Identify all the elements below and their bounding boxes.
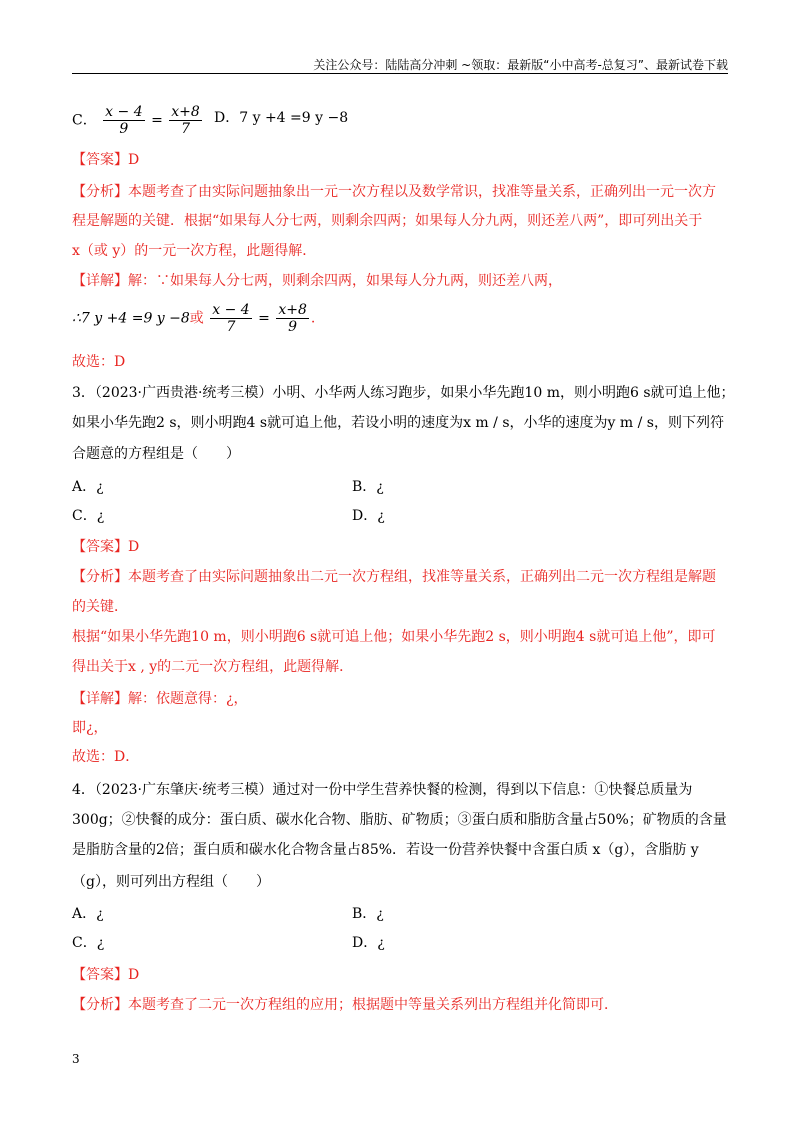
q4-option-c: C．¿ (72, 935, 105, 951)
q3-detail-line: 即¿， (72, 720, 108, 736)
q2-detail-line: 【详解】解：∵如果每人分七两，则剩余四两，如果每人分九两，则还差八两， (72, 273, 562, 289)
fraction: $\frac{x+8}{7}$ (171, 104, 200, 137)
q3-stem-line: 3．（2023·广西贵港·统考三模）小明、小华两人练习跑步，如果小华先跑10 m，则小明跑6 s就可追上他； (72, 385, 735, 401)
q2-analysis-line: 程是解题的关键．根据“如果每人分七两，则剩余四两；如果每人分九两，则还差八两”，即可列出关于 (72, 213, 703, 229)
q4-stem-line: 是脂肪含量的2倍；蛋白质和碳水化合物含量占85%．若设一份营养快餐中含蛋白质 x（g），含脂肪 y (72, 842, 699, 858)
q3-analysis-line: 得出关于x , y的二元一次方程组，此题得解． (72, 659, 354, 675)
q2-option-c: C． $\frac{x - 4}{9}$ = $\frac{x+8}{7}$ (72, 104, 200, 137)
q3-option-c: C．¿ (72, 508, 105, 524)
fraction: $\frac{x+8}{9}$ (278, 302, 307, 335)
q3-detail-line: 【详解】解：依题意得：¿， (72, 691, 248, 707)
q4-stem-line: 300g；②快餐的成分：蛋白质、碳水化合物、脂肪、矿物质；③蛋白质和脂肪含量占50%；矿物质的含量 (72, 812, 727, 828)
q2-option-d: D．7 y +4 =9 y −8 (214, 110, 349, 126)
page-number: 3 (72, 1052, 80, 1066)
q2-analysis-line: 【分析】本题考查了由实际问题抽象出一元一次方程以及数学常识，找准等量关系，正确列出一元一次方 (72, 184, 716, 200)
q4-option-d: D．¿ (352, 935, 385, 951)
q3-option-a: A．¿ (72, 479, 104, 495)
option-label: C． (72, 112, 97, 129)
q3-analysis-line: 的关键． (72, 599, 128, 615)
q3-stem-line: 如果小华先跑2 s，则小明跑4 s就可追上他，若设小明的速度为x m / s，小华的速度为y m / s，则下列符 (72, 415, 724, 431)
q4-stem-line: （g），则可列出方程组（ ） (72, 874, 270, 890)
q3-analysis-line: 根据“如果小华先跑10 m，则小明跑6 s就可追上他；如果小华先跑2 s，则小明跑4 s就可追上他”，即可 (72, 629, 716, 645)
q3-choice: 故选：D． (72, 749, 140, 765)
q4-answer: 【答案】D (72, 967, 140, 983)
q4-option-b: B．¿ (352, 906, 384, 922)
q2-analysis-line: x（或 y）的一元一次方程，此题得解． (72, 243, 317, 259)
q3-option-b: B．¿ (352, 479, 384, 495)
q4-option-a: A．¿ (72, 906, 104, 922)
q3-answer: 【答案】D (72, 539, 140, 555)
q3-stem-line: 合题意的方程组是（ ） (72, 446, 240, 462)
fraction: $\frac{x - 4}{9}$ (105, 104, 143, 137)
q4-analysis-line: 【分析】本题考查了二元一次方程组的应用；根据题中等量关系列出方程组并化简即可． (72, 997, 618, 1013)
fraction: $\frac{x - 4}{7}$ (212, 302, 250, 335)
q3-option-d: D．¿ (352, 508, 385, 524)
header-divider (72, 73, 728, 74)
q4-stem-line: 4．（2023·广东肇庆·统考三模）通过对一份中学生营养快餐的检测，得到以下信息：①快餐总质量为 (72, 782, 693, 798)
page-header: 关注公众号：陆陆高分冲刺 ~领取：最新版“小中高考-总复习”、最新试卷下载 (313, 58, 728, 72)
q3-analysis-line: 【分析】本题考查了由实际问题抽象出二元一次方程组，找准等量关系，正确列出二元一次方程组是解题 (72, 569, 716, 585)
q2-choice: 故选：D (72, 354, 126, 370)
q2-detail-equation: ∴7 y +4 =9 y −8或 $\frac{x - 4}{7}$ = $\frac{x+8}{9}$ . (72, 302, 316, 335)
q2-answer: 【答案】D (72, 152, 140, 168)
